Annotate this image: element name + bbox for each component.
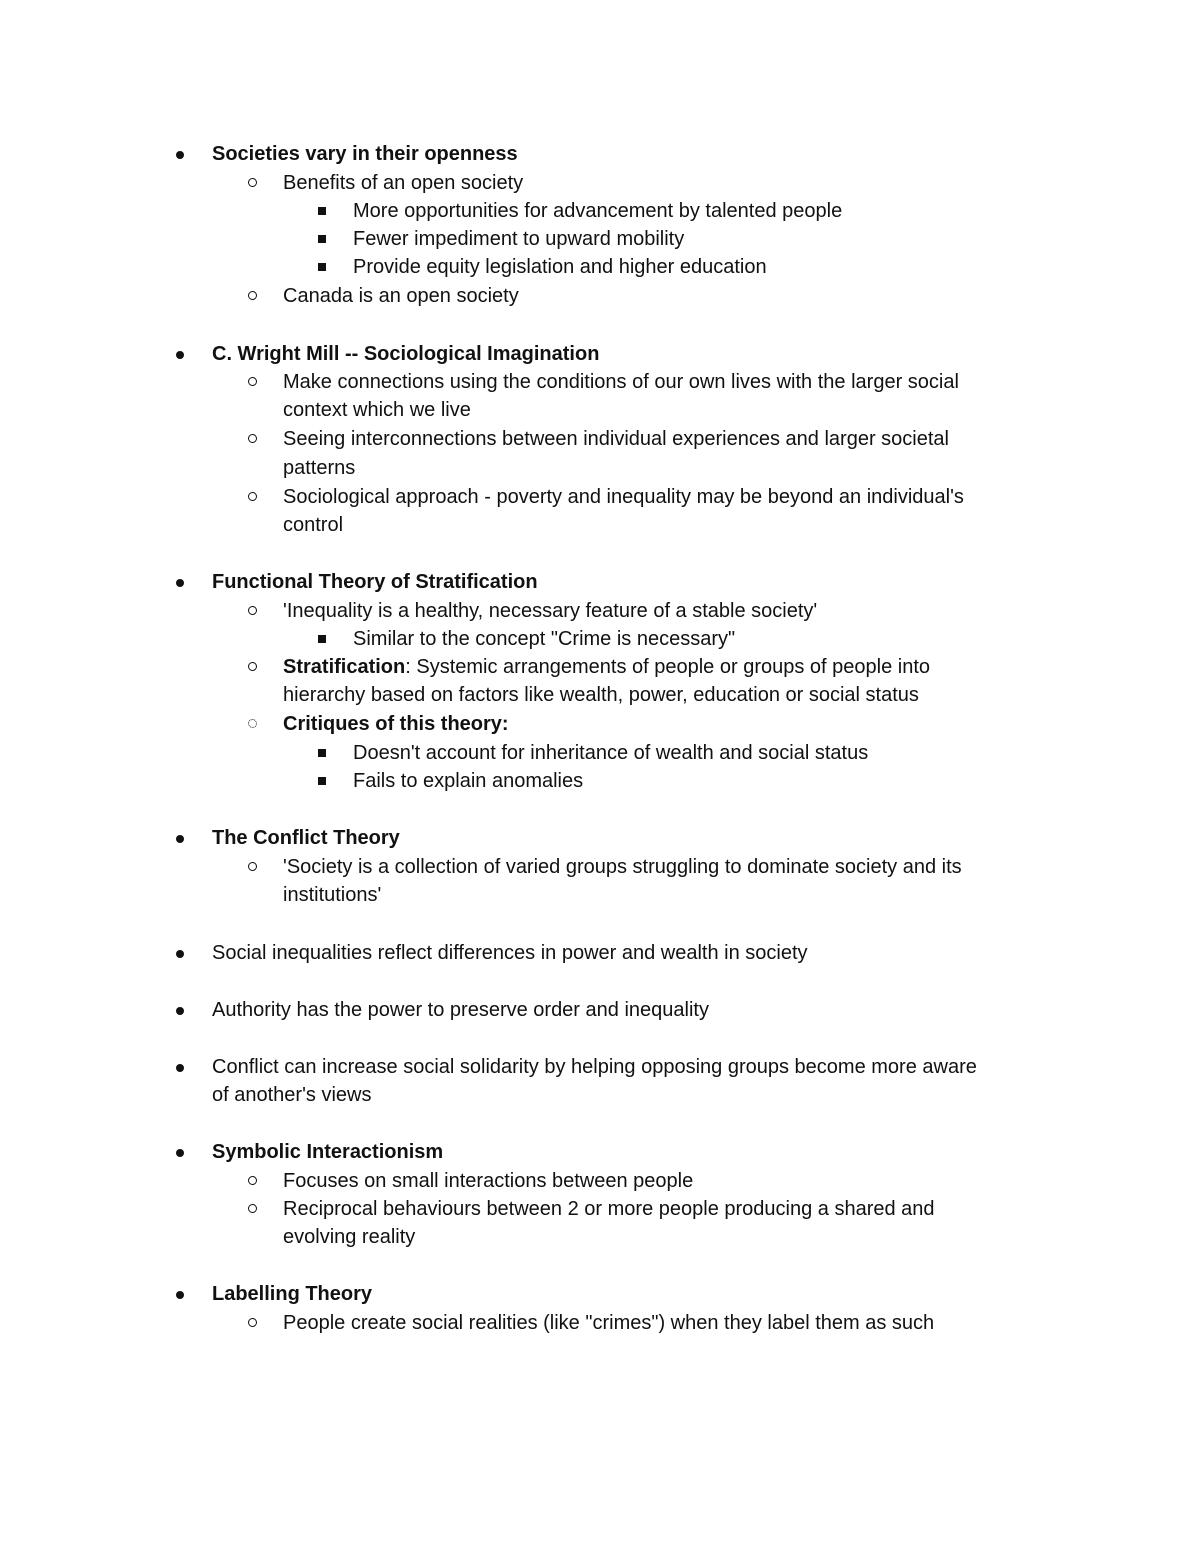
bullet-square-icon (318, 625, 326, 653)
list-item (283, 653, 930, 681)
list-item: Focuses on small interactions between people (283, 1170, 694, 1192)
bullet-dot-icon (176, 1053, 184, 1081)
bullet-ring-icon (248, 282, 257, 310)
list-item: Canada is an open society (283, 285, 519, 307)
list-item-continuation: of another's views (212, 1084, 372, 1106)
bullet-ring-icon (248, 1309, 257, 1337)
list-item: Seeing interconnections between individual experiences and larger societal (283, 428, 949, 450)
list-item: Reciprocal behaviours between 2 or more people producing a shared and (283, 1198, 935, 1220)
list-item: Fewer impediment to upward mobility (353, 228, 685, 250)
bullet-ring-icon (248, 1195, 257, 1223)
list-item-continuation: patterns (283, 457, 356, 479)
list-item: Similar to the concept "Crime is necessary" (353, 628, 736, 650)
bullet-ring-icon (248, 710, 257, 738)
bullet-square-icon (318, 225, 326, 253)
bullet-dot-icon (176, 824, 184, 852)
bullet-dot-icon (176, 568, 184, 596)
list-item: Social inequalities reflect differences in power and wealth in society (212, 942, 808, 964)
definition-text: : Systemic arrangements of people or groups of people into (405, 656, 930, 678)
bullet-ring-icon (248, 1167, 257, 1195)
bullet-square-icon (318, 253, 326, 281)
list-item: Authority has the power to preserve order and inequality (212, 999, 709, 1021)
list-item-continuation: context which we live (283, 399, 471, 421)
list-item: 'Society is a collection of varied groups struggling to dominate society and its (283, 856, 962, 878)
list-item-continuation: hierarchy based on factors like wealth, power, education or social status (283, 684, 919, 706)
bullet-ring-icon (248, 853, 257, 881)
bullet-dot-icon (176, 996, 184, 1024)
bullet-dot-icon (176, 340, 184, 368)
bullet-ring-icon (248, 368, 257, 396)
bullet-ring-icon (248, 169, 257, 197)
bullet-dot-icon (176, 1280, 184, 1308)
heading-functional: Functional Theory of Stratification (212, 571, 538, 593)
list-item: Benefits of an open society (283, 172, 524, 194)
bullet-square-icon (318, 739, 326, 767)
list-item: People create social realities (like "crimes") when they label them as such (283, 1312, 935, 1334)
list-item: 'Inequality is a healthy, necessary feature of a stable society' (283, 600, 818, 622)
bullet-ring-icon (248, 653, 257, 681)
heading-labelling: Labelling Theory (212, 1283, 373, 1305)
bullet-square-icon (318, 767, 326, 795)
list-item: More opportunities for advancement by talented people (353, 200, 843, 222)
bullet-dot-icon (176, 1138, 184, 1166)
list-item: Provide equity legislation and higher education (353, 256, 767, 278)
term-stratification: Stratification (283, 656, 406, 678)
bullet-ring-icon (248, 483, 257, 511)
bullet-ring-icon (248, 425, 257, 453)
list-item-continuation: evolving reality (283, 1226, 416, 1248)
heading-openness: Societies vary in their openness (212, 143, 518, 165)
critiques-heading: Critiques of this theory: (283, 713, 509, 735)
list-item: Sociological approach - poverty and inequality may be beyond an individual's (283, 486, 964, 508)
bullet-square-icon (318, 197, 326, 225)
heading-conflict: The Conflict Theory (212, 827, 400, 849)
heading-symbolic: Symbolic Interactionism (212, 1141, 444, 1163)
list-item: Fails to explain anomalies (353, 770, 584, 792)
list-item-continuation: institutions' (283, 884, 382, 906)
bullet-dot-icon (176, 140, 184, 168)
list-item-continuation: control (283, 514, 344, 536)
list-item: Make connections using the conditions of our own lives with the larger social (283, 371, 959, 393)
bullet-ring-icon (248, 597, 257, 625)
heading-mills: C. Wright Mill -- Sociological Imagination (212, 343, 600, 365)
list-item: Conflict can increase social solidarity by helping opposing groups become more aware (212, 1056, 977, 1078)
bullet-dot-icon (176, 939, 184, 967)
list-item: Doesn't account for inheritance of wealth and social status (353, 742, 869, 764)
